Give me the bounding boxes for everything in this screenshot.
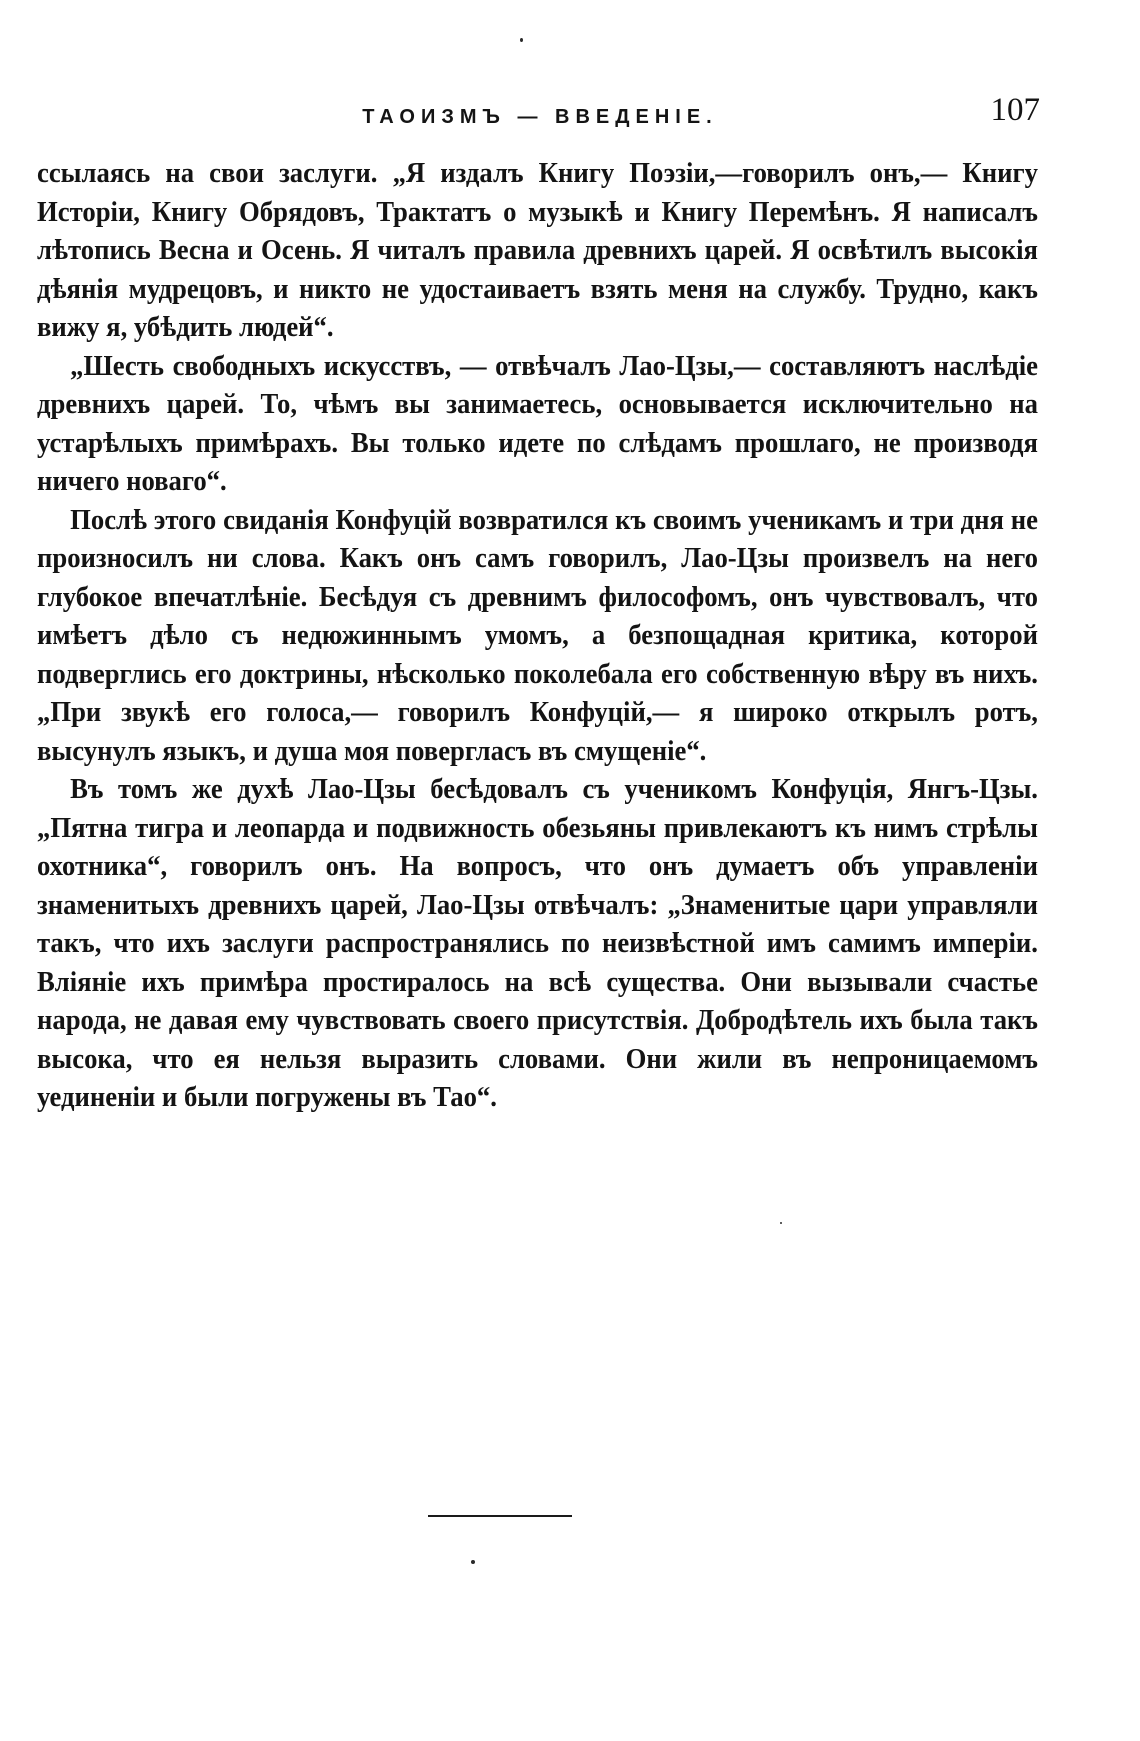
print-speck (520, 38, 523, 42)
paragraph: ссылаясь на свои заслуги. „Я издалъ Книгу Поэзіи,—говорилъ онъ,— Книгу Исторіи, Книгу Обрядовъ, Трактатъ о музыкѣ и Книгу Перемѣнъ. Я написалъ лѣтопись Весна и Осень. Я читалъ правила древнихъ царей. Я освѣтилъ высокія дѣянія мудрецовъ, и никто не удостаиваетъ взять меня на службу. Трудно, какъ вижу я, убѣдить людей“. (37, 157, 1038, 343)
print-speck (780, 1222, 782, 1224)
running-title: ТАОИЗМЪ — ВВЕДЕНІЕ. (362, 106, 718, 128)
body-text (37, 154, 1038, 1117)
page-number: 107 (990, 92, 1040, 128)
page-header (40, 88, 1040, 136)
end-rule (428, 1515, 572, 1517)
print-speck (471, 1560, 475, 1564)
paragraph: Послѣ этого свиданія Конфуцій возвратился къ своимъ ученикамъ и три дня не произносилъ ни слова. Какъ онъ самъ говорилъ, Лао-Цзы произвелъ на него глубокое впечатлѣніе. Бесѣдуя съ древнимъ философомъ, онъ чувствовалъ, что имѣетъ дѣло съ недюжиннымъ умомъ, а безпощадная критика, которой подверглись его доктрины, нѣсколько поколебала его собственную вѣру въ нихъ. „При звукѣ его голоса,— говорилъ Конфуцій,— я широко открылъ ротъ, высунулъ языкъ, и душа моя повергласъ въ смущеніе“. (37, 503, 1038, 767)
paragraph: „Шесть свободныхъ искусствъ, — отвѣчалъ Лао-Цзы,— составляютъ наслѣдіе древнихъ царей. То, чѣмъ вы занимаетесь, основывается исключительно на устарѣлыхъ примѣрахъ. Вы только идете по слѣдамъ прошлаго, не производя ничего новаго“. (37, 349, 1038, 497)
paragraph: Въ томъ же духѣ Лао-Цзы бесѣдовалъ съ ученикомъ Конфуція, Янгъ-Цзы. „Пятна тигра и леопарда и подвижность обезьяны привлекаютъ къ нимъ стрѣлы охотника“, говорилъ онъ. На вопросъ, что онъ думаетъ объ управленіи знаменитыхъ древнихъ царей, Лао-Цзы отвѣчалъ: „Знаменитые цари управляли такъ, что ихъ заслуги распространялись по неизвѣстной имъ самимъ имперіи. Вліяніе ихъ примѣра простиралось на всѣ существа. Они вызывали счастье народа, не давая ему чувствовать своего присутствія. Добродѣтель ихъ была такъ высока, что ея нельзя выразить словами. Они жили въ непроницаемомъ уединеніи и были погружены въ Тао“. (37, 773, 1038, 1113)
